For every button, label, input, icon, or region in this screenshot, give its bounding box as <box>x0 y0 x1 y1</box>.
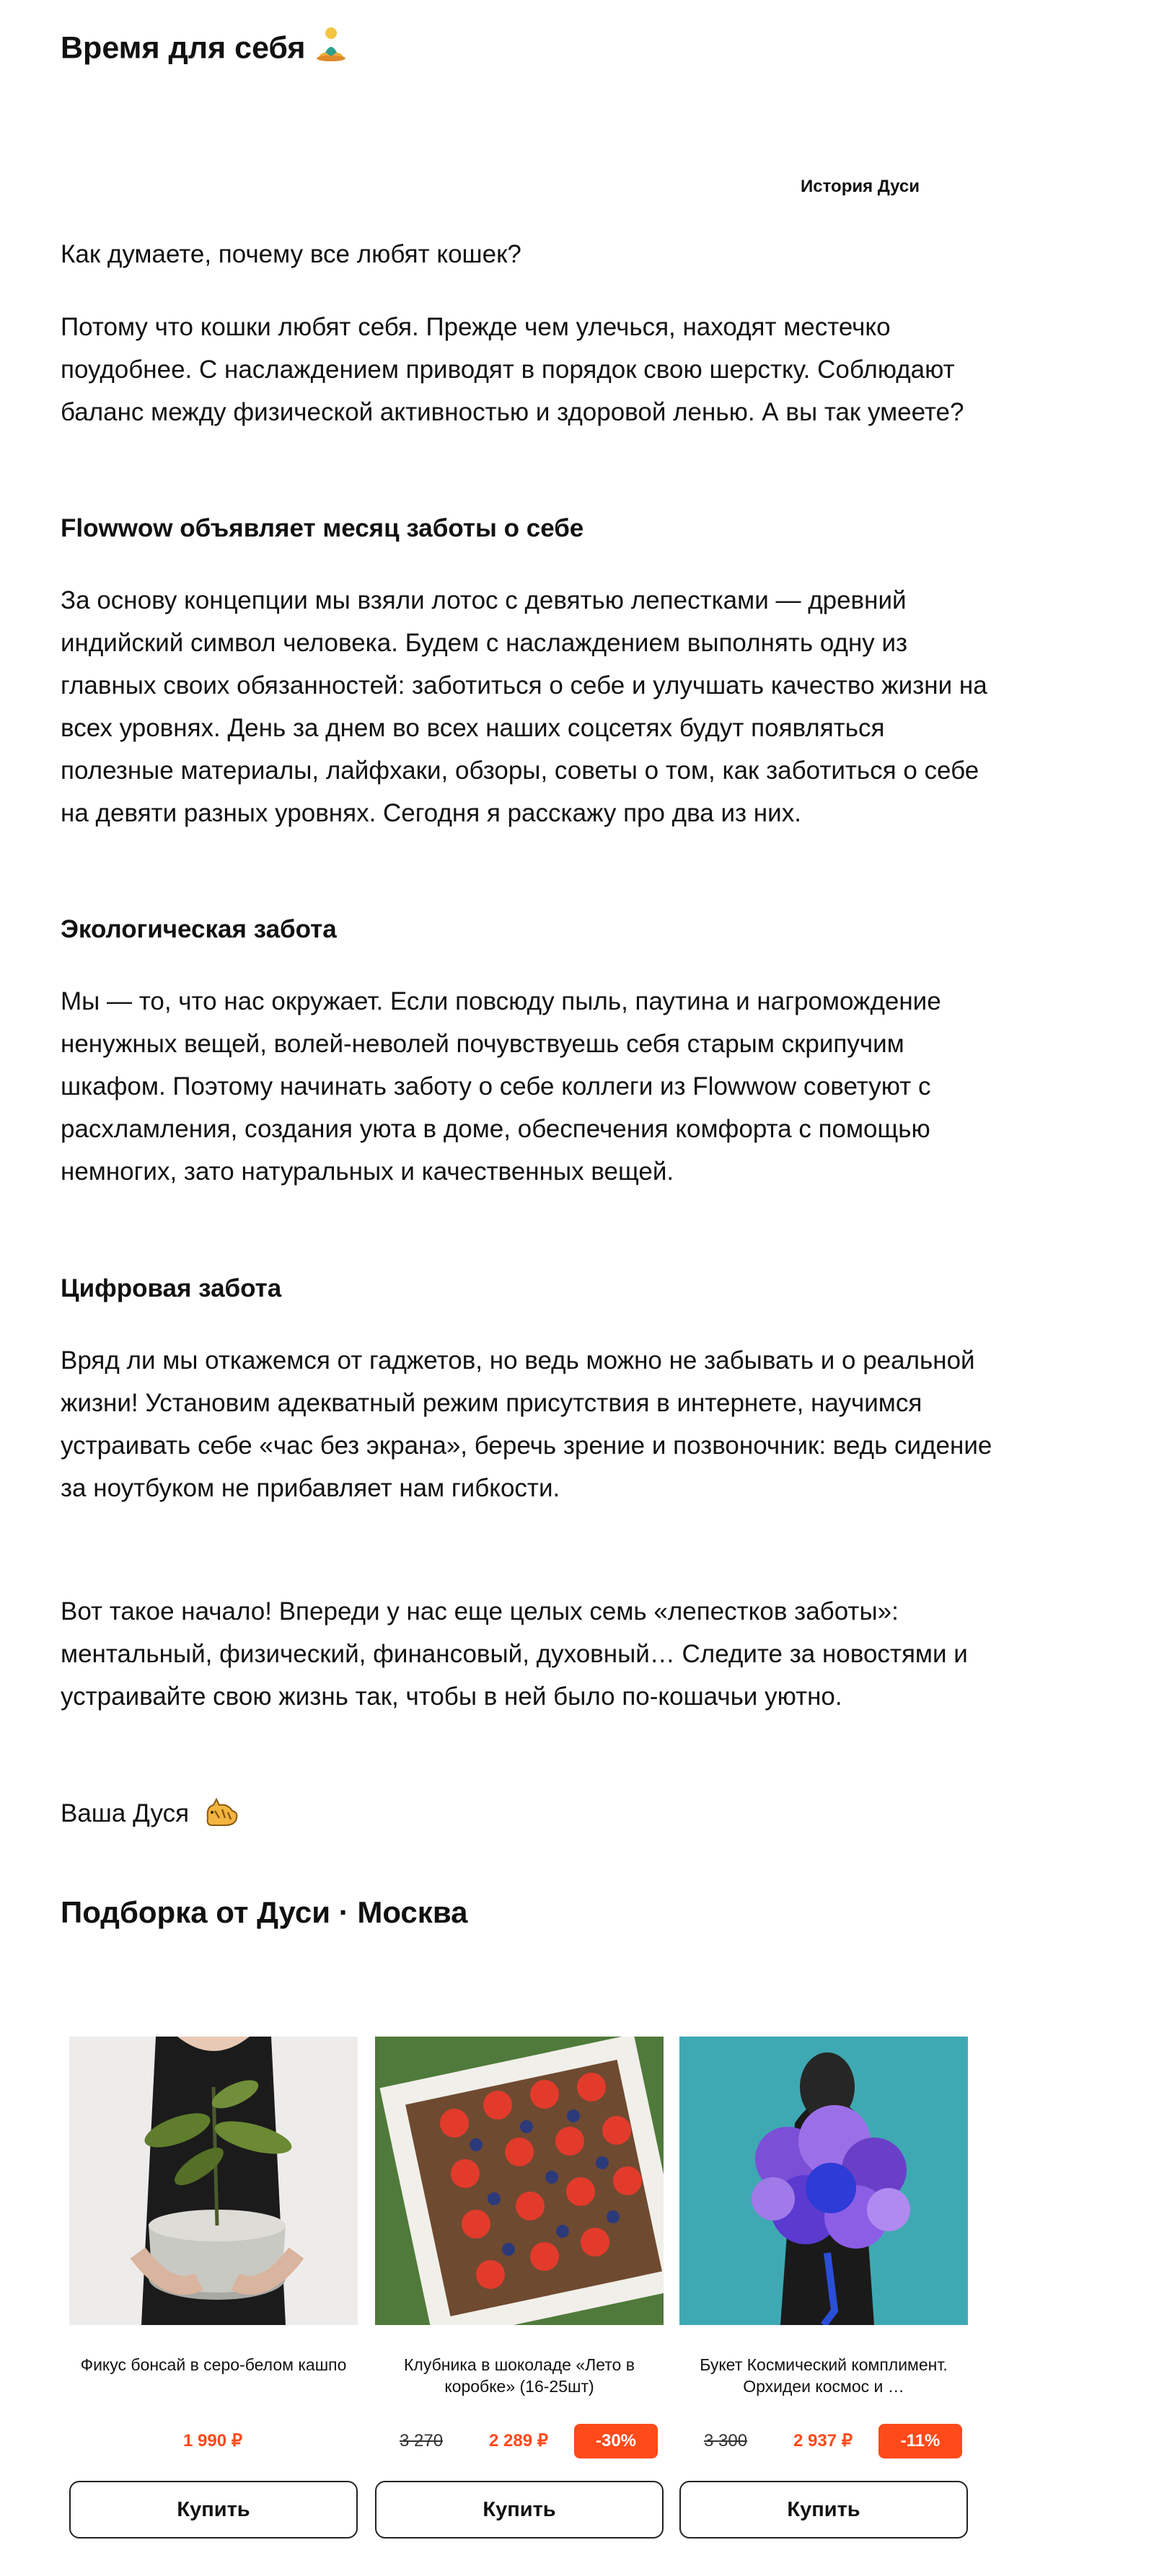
plant-pot-photo[interactable] <box>69 2037 358 2325</box>
product-prices <box>679 2424 968 2458</box>
product-card[interactable] <box>679 2037 968 2541</box>
strawberries-box-photo[interactable] <box>375 2037 664 2325</box>
product-price: 2 937 ₽ <box>793 2431 853 2451</box>
product-card[interactable] <box>375 2037 664 2541</box>
discount-badge: -11% <box>878 2424 962 2458</box>
buy-button[interactable]: Купить <box>69 2481 358 2538</box>
heading-care-month: Flowwow объявляет месяц заботы о себе <box>61 514 584 542</box>
signature-text: Ваша Дуся <box>61 1799 190 1827</box>
product-prices <box>375 2424 664 2458</box>
product-card[interactable] <box>69 2037 358 2541</box>
title-text: Время для себя <box>61 30 306 66</box>
cat-icon <box>189 1799 239 1827</box>
paragraph-closing: Вот такое начало! Впереди у нас еще целых семь «лепестков заботы»: ментальный, физический, финансовый, духовный… Следите за новостями и устраивайте свою жизнь так, чтобы в ней было по-кошачьи уютно. <box>61 1597 968 1711</box>
product-price: 2 289 ₽ <box>489 2431 548 2451</box>
lotus-meditation-icon <box>314 26 348 74</box>
paragraph-eco-care: Мы — то, что нас окружает. Если повсюду пыль, паутина и нагромождение ненужных вещей, волей-неволей почувствуешь себя старым скрипучим шкафом. Поэтому начинать заботу о себе коллеги из Flowwow советуют с расхламления, создания уюта в доме, обеспечения комфорта с помощью немногих, зато натуральных и качественных вещей. <box>61 987 941 1186</box>
email-title <box>61 26 348 74</box>
flower-bouquet-photo[interactable] <box>679 2037 968 2325</box>
product-prices <box>69 2424 358 2458</box>
buy-button[interactable]: Купить <box>375 2481 664 2538</box>
product-name[interactable]: Клубника в шоколаде «Лето в коробке» (16-25шт) <box>404 2355 635 2396</box>
paragraph-cats: Потому что кошки любят себя. Прежде чем улечься, находят местечко поудобнее. С наслаждением приводят в порядок свою шерстку. Соблюдают баланс между физической активностью и здоровой ленью. А вы так умеете? <box>61 313 964 426</box>
signature <box>61 1792 239 1835</box>
product-old-price: 3 300 <box>704 2431 748 2451</box>
discount-badge: -30% <box>574 2424 658 2458</box>
product-old-price: 3 270 <box>400 2431 444 2451</box>
paragraph-intro: Как думаете, почему все любят кошек? <box>61 240 521 268</box>
product-name[interactable]: Фикус бонсай в серо-белом кашпо <box>80 2355 347 2374</box>
buy-button[interactable]: Купить <box>679 2481 968 2538</box>
heading-digital-care: Цифровая забота <box>61 1274 282 1302</box>
selection-title: Подборка от Дуси · Москва <box>61 1895 468 1929</box>
paragraph-lotus-concept: За основу концепции мы взяли лотос с девятью лепестками — древний индийский символ человека. Будем с наслаждением выполнять одну из главных своих обязанностей: заботиться о себе и улучшать качество жизни на всех уровнях. День за днем во всех наших соцсетях будут появляться полезные материалы, лайфхаки, обзоры, советы о том, как заботиться о себе на девяти разных уровнях. Сегодня я расскажу про два из них. <box>61 586 987 827</box>
author-byline: История Дуси <box>801 177 920 196</box>
product-price: 1 990 ₽ <box>183 2431 242 2451</box>
product-name[interactable]: Букет Космический комплимент. Орхидеи космос и … <box>700 2355 948 2396</box>
paragraph-digital-care: Вряд ли мы откажемся от гаджетов, но ведь можно не забывать и о реальной жизни! Установим адекватный режим присутствия в интернете, научимся устраивать себе «час без экрана», беречь зрение и позвоночник: ведь сидение за ноутбуком не прибавляет нам гибкости. <box>61 1346 992 1502</box>
heading-eco-care: Экологическая забота <box>61 915 337 943</box>
